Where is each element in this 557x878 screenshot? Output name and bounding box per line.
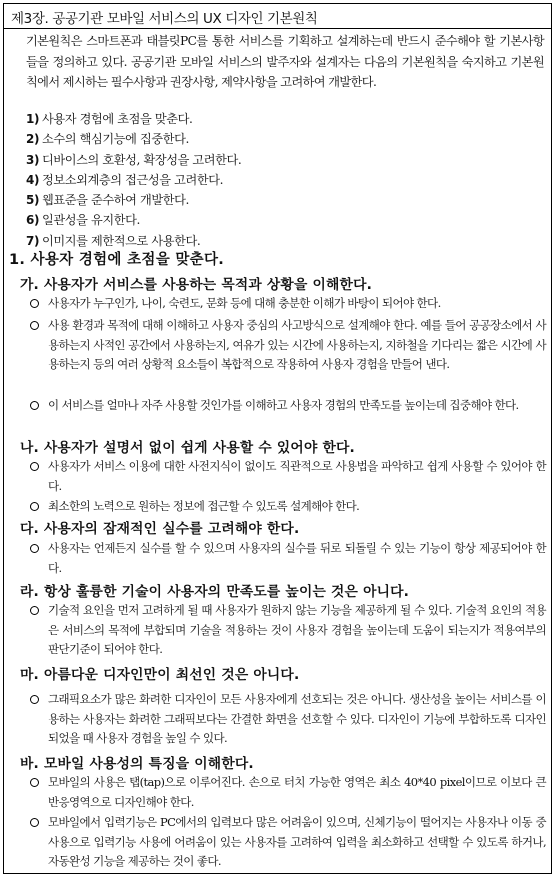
bullet-item [30, 601, 546, 660]
bullet-circle-icon [30, 606, 39, 615]
principle-text: 이미지를 제한적으로 사용한다. [42, 233, 201, 248]
bullet-item [30, 316, 546, 375]
principle-text: 정보소외계층의 접근성을 고려한다. [42, 172, 224, 187]
principle-number: 5) [26, 193, 40, 208]
bullet-circle-icon [30, 818, 39, 827]
principles-list [26, 109, 486, 251]
subsection-heading: 바. 모바일 사용성의 특징을 이해한다. [20, 756, 254, 772]
bullet-circle-icon [30, 544, 39, 553]
principle-item [26, 170, 486, 190]
principle-item [26, 150, 486, 170]
principle-text: 웹표준을 준수하여 개발한다. [42, 193, 189, 208]
chapter-title: 제3장. 공공기관 모바일 서비스의 UX 디자인 기본원칙 [11, 11, 318, 27]
bullet-circle-icon [30, 299, 39, 308]
bullet-item [30, 497, 546, 517]
subsection-heading: 나. 사용자가 설명서 없이 쉽게 사용할 수 있어야 한다. [20, 440, 355, 456]
bullet-circle-icon [30, 502, 39, 511]
subsection-heading: 마. 아름다운 디자인만이 최선인 것은 아니다. [20, 667, 300, 683]
bullet-circle-icon [30, 401, 39, 410]
principle-number: 6) [26, 213, 40, 228]
principle-text: 사용자 경험에 초점을 맞춘다. [42, 112, 193, 126]
subsection-heading: 가. 사용자가 서비스를 사용하는 목적과 상황을 이해한다. [20, 277, 373, 293]
bullet-text: 이 서비스를 얼마나 자주 사용할 것인가를 이해하고 사용자 경험의 만족도를 높이는데 집중해야 한다. [48, 398, 519, 412]
bullet-item [30, 539, 546, 578]
principle-item [26, 190, 486, 210]
bullet-text: 모바일에서 입력기능은 PC에서의 입력보다 많은 어려움이 있으며, 신체기능이 떨어지는 사용자나 이동 중 사용으로 입력기능 사용에 어려움이 있는 사용자를 고려하여 입력을 최소화하고 선택할 수 있도록 하거나, 자동완성 기능을 제공하는 것이 좋다. [48, 815, 546, 868]
principle-item [26, 129, 486, 149]
bullet-text: 모바일의 사용은 탭(tap)으로 이루어진다. 손으로 터치 가능한 영역은 최소 40*40 pixel이므로 이보다 큰 반응영역으로 디자인해야 한다. [48, 775, 546, 809]
section-heading: 1. 사용자 경험에 초점을 맞춘다. [9, 252, 225, 268]
bullet-text: 사용자는 언제든지 실수를 할 수 있으며 사용자의 실수를 뒤로 되돌릴 수 있는 기능이 항상 제공되어야 한다. [48, 541, 546, 575]
principle-text: 일관성을 유지한다. [42, 213, 140, 228]
bullet-text: 최소한의 노력으로 원하는 정보에 접근할 수 있도록 설계해야 한다. [48, 499, 360, 513]
bullet-item [30, 773, 546, 812]
subsection-heading: 라. 항상 훌륭한 기술이 사용자의 만족도를 높이는 것은 아니다. [20, 584, 410, 600]
bullet-item [30, 813, 546, 872]
principle-number: 2) [26, 132, 40, 147]
bullet-circle-icon [30, 462, 39, 471]
principle-number: 7) [26, 233, 40, 248]
bullet-circle-icon [30, 695, 39, 704]
bullet-text: 기술적 요인을 먼저 고려하게 될 때 사용자가 원하지 않는 기능을 제공하게 될 수 있다. 기술적 요인의 적용은 서비스의 목적에 부합되며 기술을 적용하는 것이 사용자 경험을 높이는데 도움이 되는지가 적용여부의 판단기준이 되어야 한다. [48, 603, 546, 656]
principle-item [26, 109, 486, 129]
principle-text: 디바이스의 호환성, 확장성을 고려한다. [42, 152, 242, 167]
bullet-text: 사용자가 서비스 이용에 대한 사전지식이 없이도 직관적으로 사용법을 파악하고 쉽게 사용할 수 있어야 한다. [48, 459, 546, 493]
bullet-item [30, 396, 546, 416]
intro-paragraph: 기본원칙은 스마트폰과 태블릿PC를 통한 서비스를 기획하고 설계하는데 반드시 준수해야 할 기본사항들을 정의하고 있다. 공공기관 모바일 서비스의 발주자와 설계자는 다음의 기본원칙을 숙지하고 기본원칙에서 제시하는 필수사항과 권장사항, 제약사항을 고려하여 개발한다. [26, 34, 544, 89]
principle-text: 소수의 핵심기능에 집중한다. [42, 132, 189, 147]
bullet-item [30, 457, 546, 496]
chapter-header-box [3, 3, 552, 29]
principle-item [26, 210, 486, 230]
subsection-heading: 다. 사용자의 잠재적인 실수를 고려해야 한다. [20, 521, 300, 537]
bullet-text: 사용 환경과 목적에 대해 이해하고 사용자 중심의 사고방식으로 설계해야 한다. 예를 들어 공공장소에서 사용하는지 사적인 공간에서 사용하는지, 여유가 있는 시간에 사용하는지, 지하철을 기다리는 짧은 시간에 사용하는지 등의 여러 상황적 요소들이 복합적으로 작용하여 사용자 경험을 만들어 낸다. [48, 318, 546, 371]
bullet-circle-icon [30, 778, 39, 787]
principle-number: 3) [26, 152, 40, 167]
bullet-text: 그래픽요소가 많은 화려한 디자인이 모든 사용자에게 선호되는 것은 아니다. 생산성을 높이는 서비스를 이용하는 사용자는 화려한 그래픽보다는 간결한 화면을 선호할 수 있다. 디자인이 기능에 부합하도록 디자인 되었을 때 사용자 경험을 높일 수 있다. [48, 692, 546, 745]
bullet-text: 사용자가 누구인가, 나이, 숙련도, 문화 등에 대해 충분한 이해가 바탕이 되어야 한다. [48, 296, 441, 310]
principle-number: 1) [26, 112, 40, 126]
principle-number: 4) [26, 172, 40, 187]
bullet-item [30, 294, 546, 314]
bullet-circle-icon [30, 321, 39, 330]
bullet-item [30, 690, 546, 749]
